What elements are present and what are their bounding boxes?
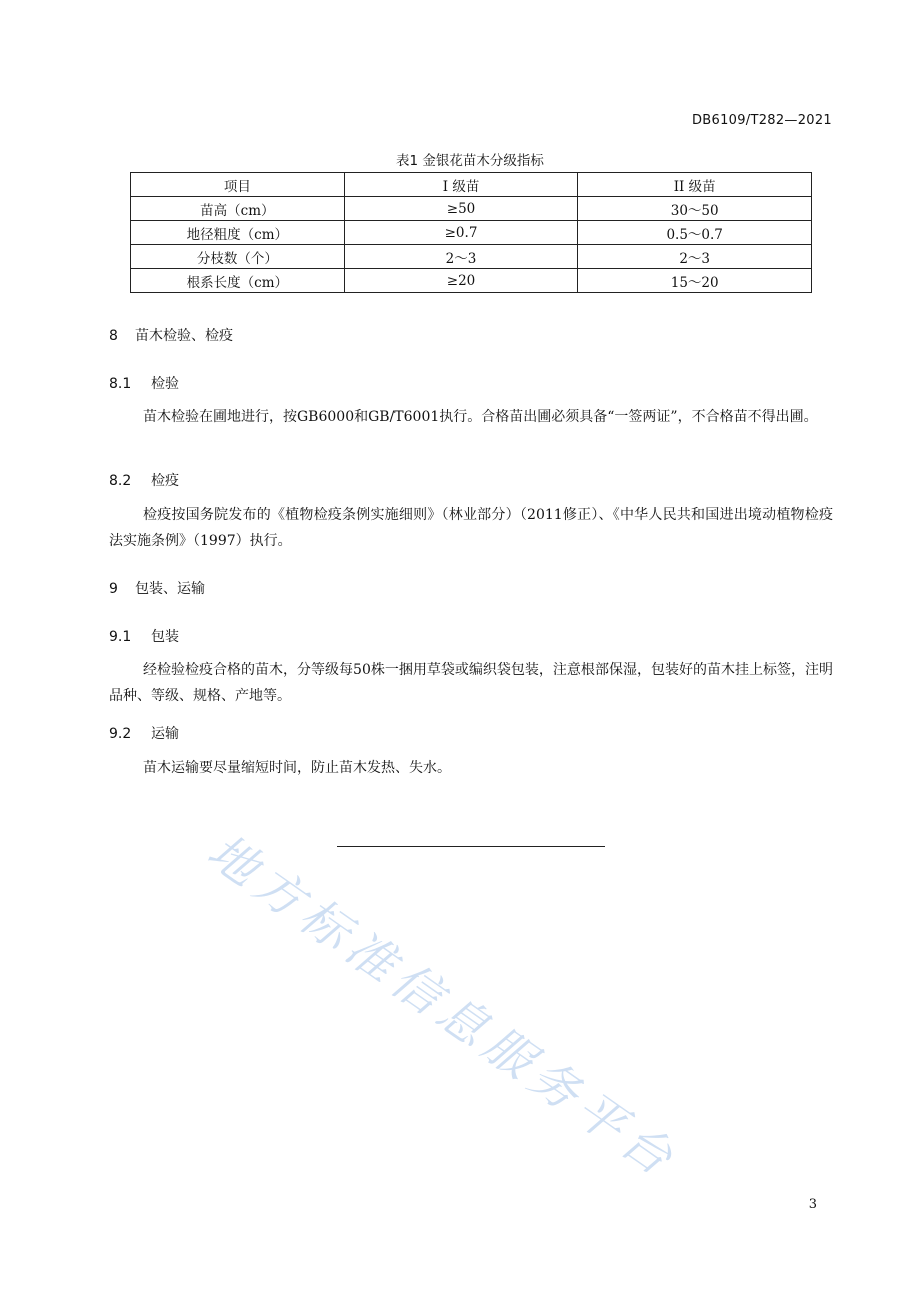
document-code: DB6109/T282—2021 bbox=[691, 113, 832, 128]
paragraph-inspection: 苗木检验在圃地进行，按GB6000和GB/T6001执行。合格苗出圃必须具备“一签两证”，不合格苗不得出圃。 bbox=[143, 409, 818, 425]
table-cell: 2～3 bbox=[578, 245, 812, 269]
table-header-cell: II 级苗 bbox=[578, 173, 812, 197]
table-row bbox=[131, 221, 812, 245]
table-cell: 15～20 bbox=[578, 269, 812, 293]
end-rule bbox=[337, 846, 605, 847]
table-cell: 地径粗度（cm） bbox=[131, 221, 345, 245]
section-number: 8.2 bbox=[109, 473, 132, 489]
table-header-cell: I 级苗 bbox=[344, 173, 578, 197]
section-heading-8 bbox=[109, 325, 233, 345]
table-cell: 分枝数（个） bbox=[131, 245, 345, 269]
section-title: 运输 bbox=[151, 726, 179, 742]
section-number: 8.1 bbox=[109, 376, 132, 392]
section-number: 9.1 bbox=[109, 629, 132, 645]
section-heading-9-1 bbox=[109, 626, 179, 646]
section-heading-9-2 bbox=[109, 723, 179, 743]
watermark: 地方标准信息服务平台 bbox=[197, 823, 689, 1191]
section-title: 包装 bbox=[151, 629, 179, 645]
paragraph-transport: 苗木运输要尽量缩短时间，防止苗木发热、失水。 bbox=[143, 760, 451, 776]
section-number: 9.2 bbox=[109, 726, 132, 742]
section-heading-8-1 bbox=[109, 373, 179, 393]
section-heading-8-2 bbox=[109, 470, 179, 490]
table-caption: 表1 金银花苗木分级指标 bbox=[396, 153, 544, 169]
table-cell: ≥0.7 bbox=[344, 221, 578, 245]
table-cell: 根系长度（cm） bbox=[131, 269, 345, 293]
table-header-cell: 项目 bbox=[131, 173, 345, 197]
table-cell: ≥20 bbox=[344, 269, 578, 293]
section-title: 苗木检验、检疫 bbox=[135, 328, 233, 344]
table-row bbox=[131, 269, 812, 293]
table-cell: 30～50 bbox=[578, 197, 812, 221]
table-cell: 苗高（cm） bbox=[131, 197, 345, 221]
table-cell: ≥50 bbox=[344, 197, 578, 221]
table-cell: 0.5～0.7 bbox=[578, 221, 812, 245]
section-title: 检验 bbox=[151, 376, 179, 392]
section-number: 8 bbox=[109, 328, 118, 344]
table-header-row bbox=[131, 173, 812, 197]
table-row bbox=[131, 197, 812, 221]
section-number: 9 bbox=[109, 581, 118, 597]
table-cell: 2～3 bbox=[344, 245, 578, 269]
table-row bbox=[131, 245, 812, 269]
section-title: 包装、运输 bbox=[135, 581, 205, 597]
paragraph-packaging: 经检验检疫合格的苗木，分等级每50株一捆用草袋或编织袋包装，注意根部保湿，包装好的苗木挂上标签，注明品种、等级、规格、产地等。 bbox=[109, 662, 833, 704]
grading-table bbox=[130, 172, 812, 293]
section-heading-9 bbox=[109, 578, 205, 598]
page-number: 3 bbox=[808, 1197, 817, 1212]
section-title: 检疫 bbox=[151, 473, 179, 489]
paragraph-quarantine: 检疫按国务院发布的《植物检疫条例实施细则》（林业部分）（2011修正）、《中华人民共和国进出境动植物检疫法实施条例》（1997）执行。 bbox=[109, 507, 833, 549]
